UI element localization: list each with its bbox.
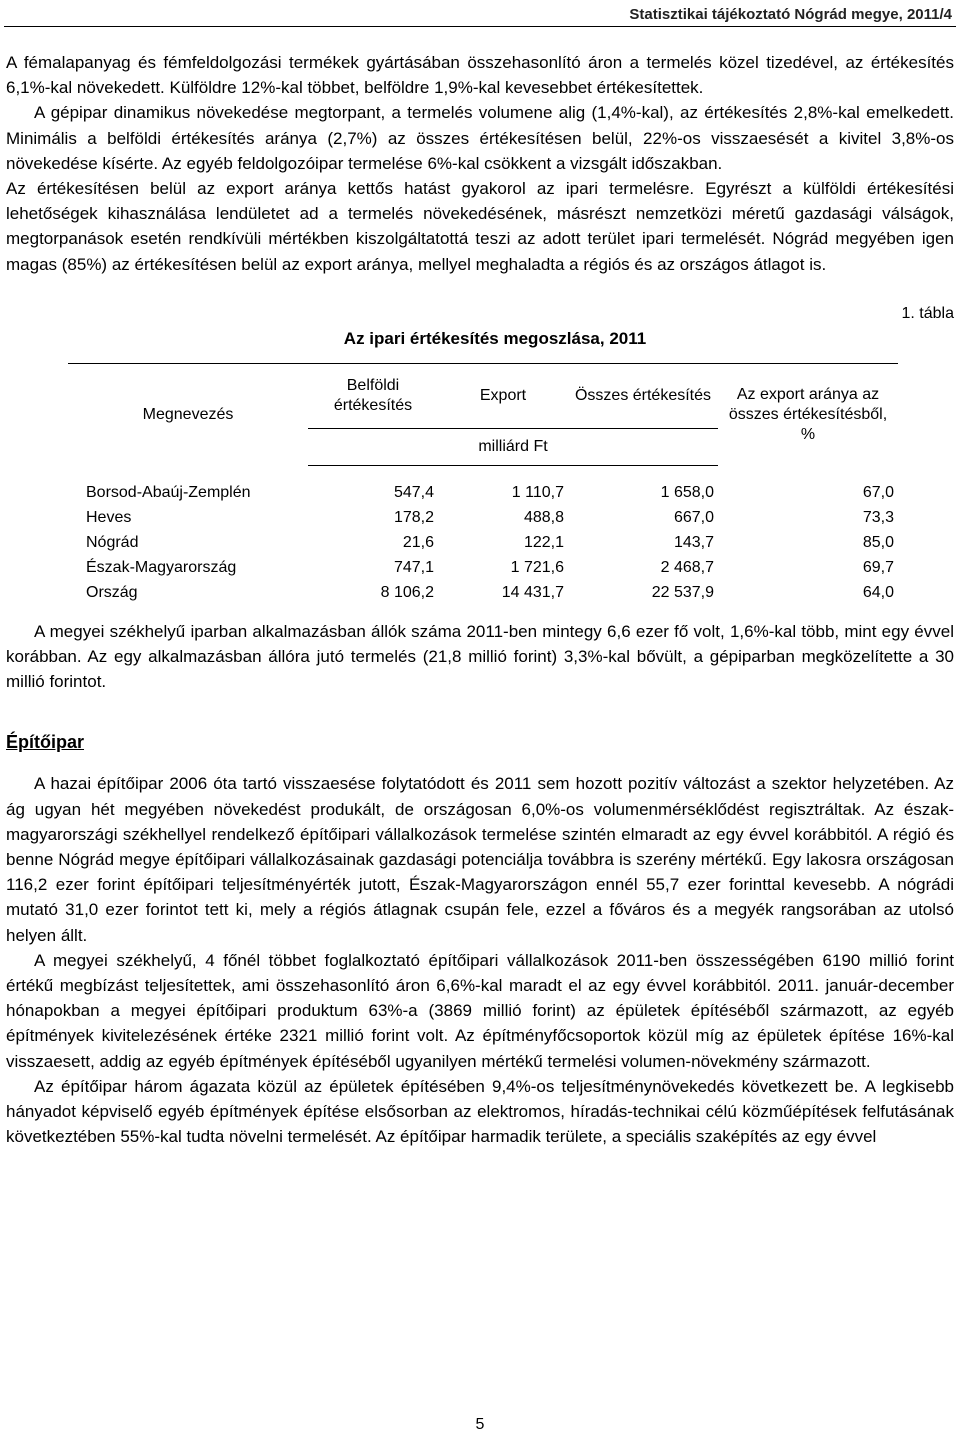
paragraph-export-share: Az értékesítésen belül az export aránya kettős hatást gyakorol az ipari termelésre. Egyrészt a külföldi értékesítési lehetőségek kihasználása lendületet ad a termelés növekedésének, másrészt nemzetközi méretű gazdasági válságok, megtorpanások esetén rendkívüli mértékben kiszolgáltatottá teszi az adott terület ipari termelését. Nógrád megyében igen magas (85%) az értékesítésen belül az export aránya, mellyel meghaladta a régiós és az országos átlagot is. [6, 179, 954, 274]
col-header-share: Az export aránya az összes értékesítésből, % [718, 363, 898, 465]
cell-name: Borsod-Abaúj-Zemplén [86, 483, 251, 501]
cell-name: Észak-Magyarország [86, 558, 237, 576]
table-row [68, 555, 898, 580]
cell-export: 14 431,7 [501, 583, 564, 601]
cell-domestic: 178,2 [393, 508, 434, 526]
cell-total: 22 537,9 [651, 583, 714, 601]
cell-domestic: 8 106,2 [380, 583, 434, 601]
cell-total: 1 658,0 [660, 483, 714, 501]
cell-name: Nógrád [86, 533, 139, 551]
col-header-domestic: Belföldi értékesítés [308, 363, 438, 428]
col-header-total: Összes értékesítés [568, 363, 718, 428]
header-rule [4, 26, 956, 27]
cell-share: 73,3 [862, 508, 894, 526]
cell-export: 1 721,6 [510, 558, 564, 576]
cell-domestic: 21,6 [402, 533, 434, 551]
running-header: Statisztikai tájékoztató Nógrád megye, 2011/4 [629, 6, 952, 23]
table-row [68, 580, 898, 605]
unit-label: milliárd Ft [308, 428, 718, 465]
sales-table [68, 363, 898, 605]
table-title: Az ipari értékesítés megoszlása, 2011 [343, 328, 647, 348]
cell-export: 488,8 [523, 508, 564, 526]
table-row [68, 465, 898, 505]
paragraph-metal: A fémalapanyag és fémfeldolgozási termékek gyártásában összehasonlító áron a termelés közel tizedével, az értékesítés 6,1%-kal növekedett. Külföldre 12%-kal többet, belföldre 1,9%-kal kevesebbet értékesítettek. [6, 53, 954, 98]
cell-share: 64,0 [862, 583, 894, 601]
cell-share: 69,7 [862, 558, 894, 576]
col-header-export: Export [438, 363, 568, 428]
paragraph-construction-1: A hazai építőipar 2006 óta tartó visszaesése folytatódott és 2011 sem hozott pozitív változást a szektor helyzetében. Az ág ugyan hét megyében növekedést produkált, de országosan 6,0%-os volumenmérséklődést regisztráltak. Az észak-magyarországi székhellyel rendelkező építőipari vállalkozások termelése szintén elmaradt az egy évvel korábbitól. A régió és benne Nógrád megye építőipari vállalkozásainak gazdasági potenciálja továbbra is szerény mértékű. Egy lakosra országosan 116,2 ezer forint építőipari teljesítményérték jutott, Észak-Magyarországon ennél 55,7 ezer forinttal kevesebb. A nógrádi mutató 31,0 ezer forintot tett ki, mely a régiós átlagnak csupán fele, ezzel a főváros és a megyék rangsorában az utolsó helyen állt. [6, 774, 954, 945]
paragraph-machinery: A gépipar dinamikus növekedése megtorpant, a termelés volumene alig (1,4%-kal), az értékesítés 2,8%-kal emelkedett. Minimális a belföldi értékesítés aránya (2,7%) az összes értékesítésen belül, 22%-os visszaesését a kivitel 3,8%-os növekedése kísérte. Az egyéb feldolgozóipar termelése 6%-kal csökkent a vizsgált időszakban. [6, 103, 954, 173]
col-header-name: Megnevezés [68, 363, 308, 465]
cell-total: 143,7 [673, 533, 714, 551]
paragraph-construction-3: Az építőipar három ágazata közül az épületek építésében 9,4%-os teljesítménynövekedés következett be. A legkisebb hányadot képviselő egyéb építmények építése elsősorban az elektromos, híradás-technikai célú közműépítések felfutásának következtében 55%-kal tudta növelni termelését. Az építőipar harmadik területe, a speciális szaképítés az egy évvel [6, 1076, 954, 1147]
table-number: 1. tábla [901, 304, 954, 322]
cell-domestic: 747,1 [393, 558, 434, 576]
cell-total: 2 468,7 [660, 558, 714, 576]
page-body [6, 50, 954, 1149]
page-number: 5 [475, 1416, 485, 1433]
cell-name: Ország [86, 583, 138, 601]
paragraph-construction-2: A megyei székhelyű, 4 főnél többet foglalkoztató építőipari vállalkozások 2011-ben összességében 6190 millió forint értékű megbízást teljesítettek, ami összehasonlító áron 6,6%-kal maradt el az egy évvel korábbitól. 2011. január-december hónapokban a megyei építőipari produktum 63%-a (3869 millió forint) az épületek építéséből származott, az egyéb építmények kivitelezésének értéke 2321 millió forint volt. Az építményfőcsoportok közül míg az épületek építése 16%-kal visszaesett, addig az egyéb építmények építéséből ugyanilyen mértékű termelési volumen-növekmény származott. [6, 950, 954, 1071]
cell-share: 85,0 [862, 533, 894, 551]
cell-domestic: 547,4 [393, 483, 434, 501]
cell-export: 122,1 [523, 533, 564, 551]
cell-total: 667,0 [673, 508, 714, 526]
cell-name: Heves [86, 508, 132, 526]
cell-export: 1 110,7 [511, 483, 564, 501]
table-row [68, 530, 898, 555]
cell-share: 67,0 [862, 483, 894, 501]
table-row [68, 505, 898, 530]
section-heading: Építőipar [6, 732, 85, 753]
paragraph-employment: A megyei székhelyű iparban alkalmazásban állók száma 2011-ben mintegy 6,6 ezer fő volt, 1,6%-kal több, mint egy évvel korábban. Az egy alkalmazásban állóra jutó termelés (21,8 millió forint) 3,3%-kal bővült, a gépiparban megközelítette a 30 millió forintot. [6, 621, 954, 692]
